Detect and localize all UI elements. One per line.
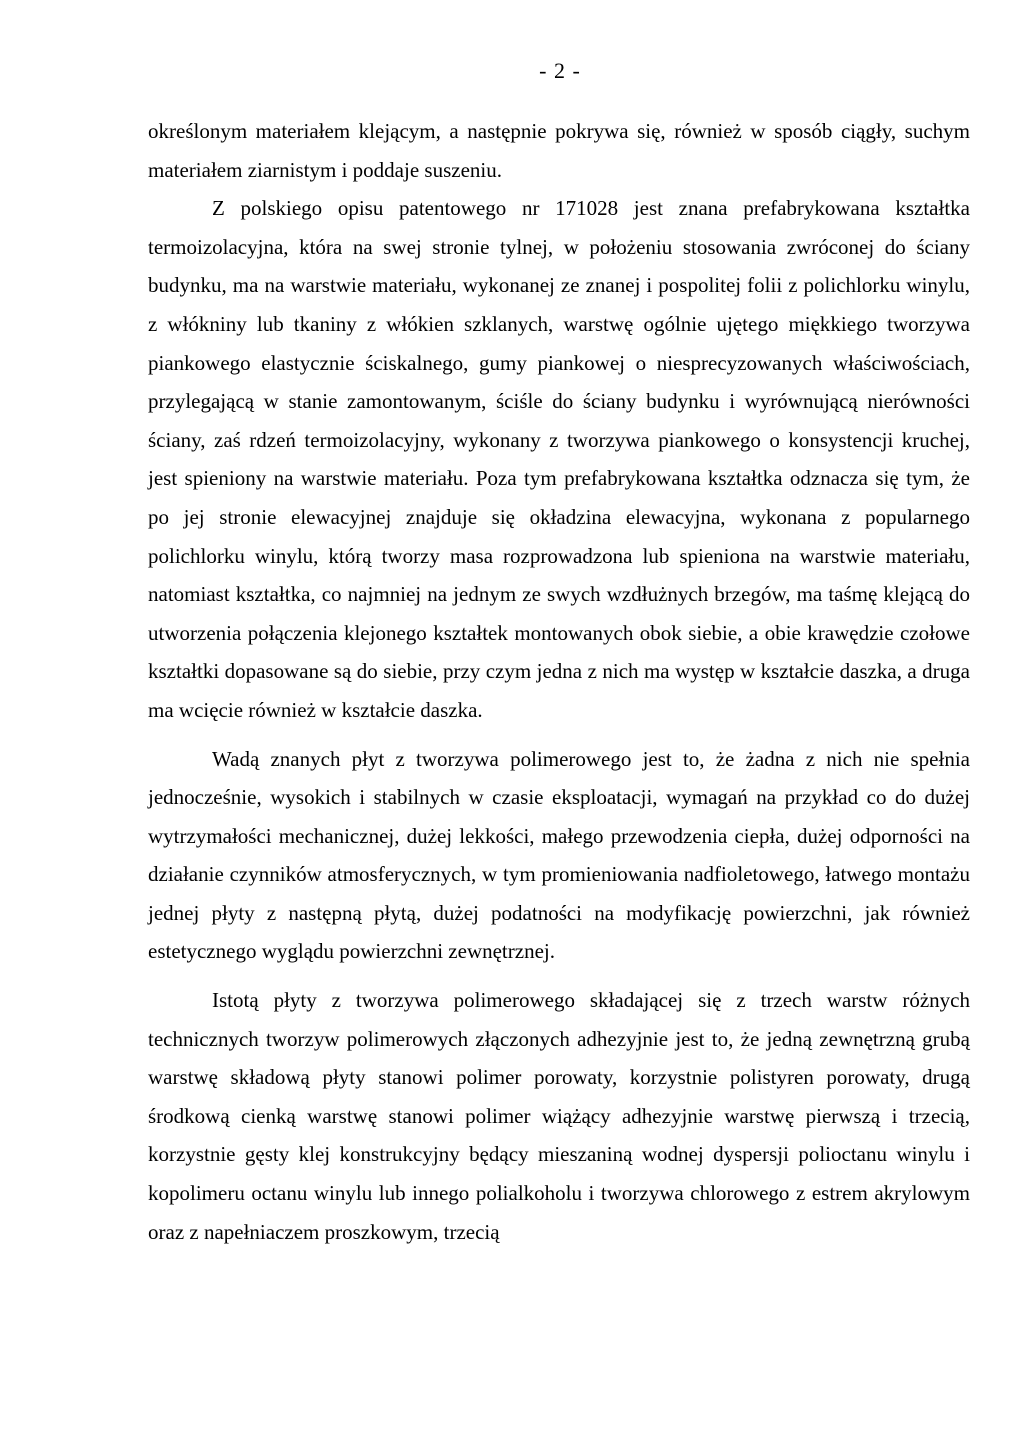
paragraph-drawbacks: Wadą znanych płyt z tworzywa polimerowego jest to, że żadna z nich nie spełnia jednocześnie, wysokich i stabilnych w czasie eksploatacji, wymagań na przykład co do dużej wytrzymałości mechanicznej, dużej lekkości, małego przewodzenia ciepła, dużej odporności na działanie czynników atmosferycznych, w tym promieniowania nadfioletowego, łatwego montażu jednej płyty z następną płytą, dużej podatności na modyfikację powierzchni, jak również estetycznego wyglądu powierzchni zewnętrznej. (148, 746, 970, 964)
paragraph-continuation: określonym materiałem klejącym, a następnie pokrywa się, również w sposób ciągły, suchym materiałem ziarnistym i poddaje suszeniu. (148, 119, 970, 182)
paragraph-prior-art: Z polskiego opisu patentowego nr 171028 jest znana prefabrykowana kształtka termoizolacyjna, która na swej stronie tylnej, w położeniu stosowania zwróconej do ściany budynku, ma na warstwie materiału, wykonanej ze znanej i pospolitej folii z polichlorku winylu, z włókniny lub tkaniny z włókien szklanych, warstwę ogólnie ujętego miękkiego tworzywa piankowego elastycznie ściskalnego, gumy piankowej o niesprecyzowanych właściwościach, przylegającą w stanie zamontowanym, ściśle do ściany budynku i wyrównującą nierówności ściany, zaś rdzeń termoizolacyjny, wykonany z tworzywa piankowego o konsystencji kruchej, jest spieniony na warstwie materiału. Poza tym prefabrykowana kształtka odznacza się tym, że po jej stronie elewacyjnej znajduje się okładzina elewacyjna, wykonana z popularnego polichlorku winylu, którą tworzy masa rozprowadzona lub spieniona na warstwie materiału, natomiast kształtka, co najmniej na jednym ze swych wzdłużnych brzegów, ma taśmę klejącą do utworzenia połączenia klejonego kształtek montowanych obok siebie, a obie krawędzie czołowe kształtki dopasowane są do siebie, przy czym jedna z nich ma występ w kształcie daszka, a druga ma wcięcie również w kształcie daszka. (148, 196, 970, 722)
paragraph-essence: Istotą płyty z tworzywa polimerowego składającej się z trzech warstw różnych technicznych tworzyw polimerowych złączonych adhezyjnie jest to, że jedną zewnętrzną grubą warstwę składową płyty stanowi polimer porowaty, korzystnie polistyren porowaty, drugą środkową cienką warstwę stanowi polimer wiążący adhezyjnie warstwę pierwszą i trzecią, korzystnie gęsty klej konstrukcyjny będący mieszaniną wodnej dyspersji polioctanu winylu i kopolimeru octanu winylu lub innego polialkoholu i tworzywa chlorowego z estrem akrylowym oraz z napełniaczem proszkowym, trzecią (148, 988, 970, 1244)
page-number: - 2 - (539, 58, 581, 83)
document-body (148, 112, 970, 1251)
